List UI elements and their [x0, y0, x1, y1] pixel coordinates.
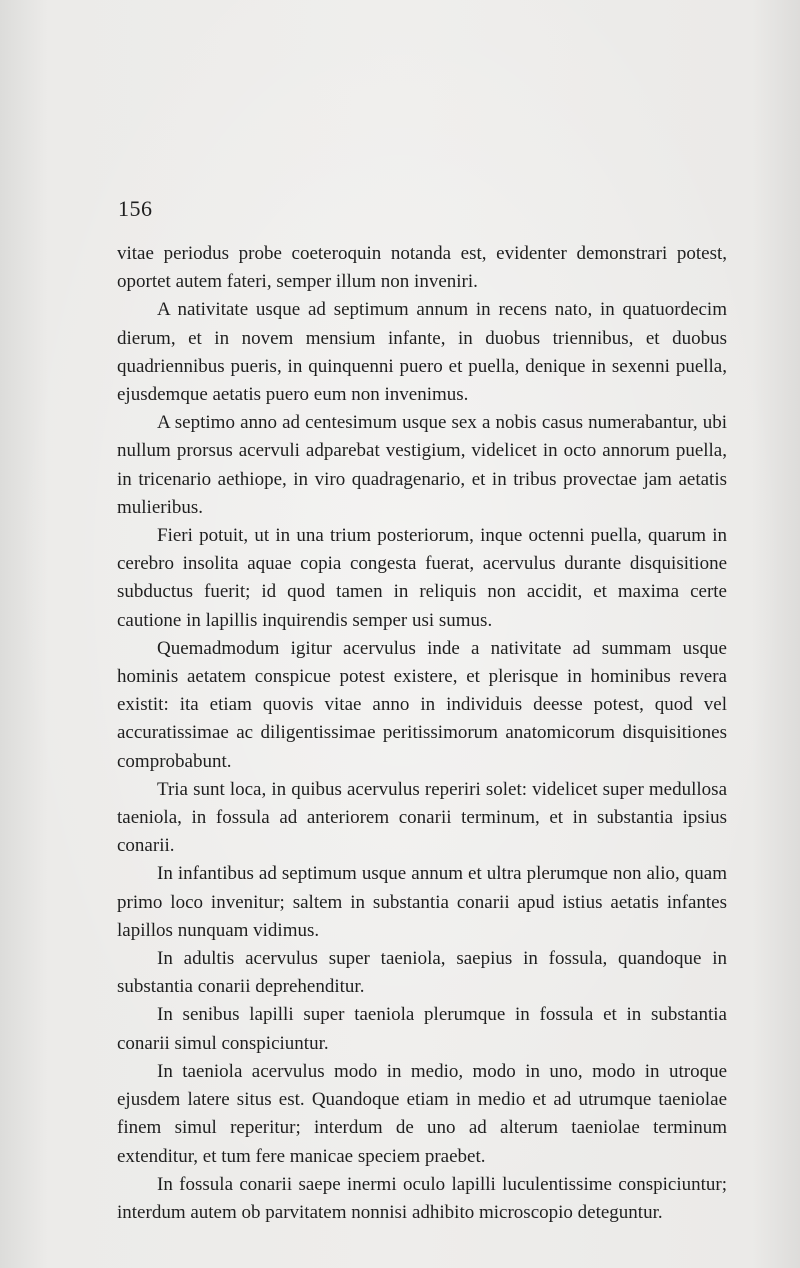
- paragraph-11: In fossula conarii saepe inermi oculo lapilli luculentissime conspiciuntur; interdum autem ob parvitatem nonnisi adhibito microscopio deteguntur.: [117, 1173, 727, 1223]
- paragraph-3: A septimo anno ad centesimum usque sex a nobis casus numerabantur, ubi nullum prorsus acervuli adparebat vestigium, videlicet in octo annorum puella, in tricenario aethiope, in viro quadragenario, et in tribus provectae jam aetatis mulieribus.: [117, 412, 727, 518]
- paragraph-7: In infantibus ad septimum usque annum et ultra plerumque non alio, quam primo loco invenitur; saltem in substantia conarii apud istius aetatis infantes lapillos nunquam vidimus.: [117, 863, 727, 941]
- paragraph-5: Quemadmodum igitur acervulus inde a nativitate ad summam usque hominis aetatem conspicue potest existere, et plerisque in hominibus revera existit: ita etiam quovis vitae anno in individuis deesse potest, quod vel accuratissimae ac diligentissimae peritissimorum anatomicorum disquisitiones comprobabunt.: [117, 637, 727, 772]
- paragraph-9: In senibus lapilli super taeniola plerumque in fossula et in substantia conarii simul conspiciuntur.: [117, 1004, 727, 1054]
- paragraph-10: In taeniola acervulus modo in medio, modo in uno, modo in utroque ejusdem latere situs est. Quandoque etiam in medio et ad utrumque taeniolae finem simul reperitur; interdum de uno ad alterum taeniolae terminum extenditur, et tum fere manicae speciem praebet.: [117, 1060, 727, 1167]
- paragraph-1: vitae periodus probe coeteroquin notanda est, evidenter demonstrari potest, oportet autem fateri, semper illum non inveniri.: [117, 243, 727, 293]
- paragraph-6: Tria sunt loca, in quibus acervulus reperiri solet: videlicet super medullosa taeniola, in fossula ad anteriorem conarii terminum, et in substantia ipsius conarii.: [117, 778, 727, 857]
- paragraph-2: A nativitate usque ad septimum annum in recens nato, in quatuordecim dierum, et in novem mensium infante, in duobus triennibus, et duobus quadriennibus pueris, in quinquenni puero et puella, denique in sexenni puella, ejusdemque aetatis puero eum non invenimus.: [117, 299, 727, 406]
- paragraph-8: In adultis acervulus super taeniola, saepius in fossula, quandoque in substantia conarii deprehenditur.: [117, 948, 727, 998]
- paragraph-4: Fieri potuit, ut in una trium posteriorum, inque octenni puella, quarum in cerebro insolita aquae copia congesta fuerat, acervulus durante disquisitione subductus fuerit; id quod tamen in reliquis non accidit, et maxima certe cautione in lapillis inquirendis semper usi sumus.: [117, 525, 727, 631]
- page-number: 156: [118, 196, 153, 221]
- body-text: [117, 240, 727, 1227]
